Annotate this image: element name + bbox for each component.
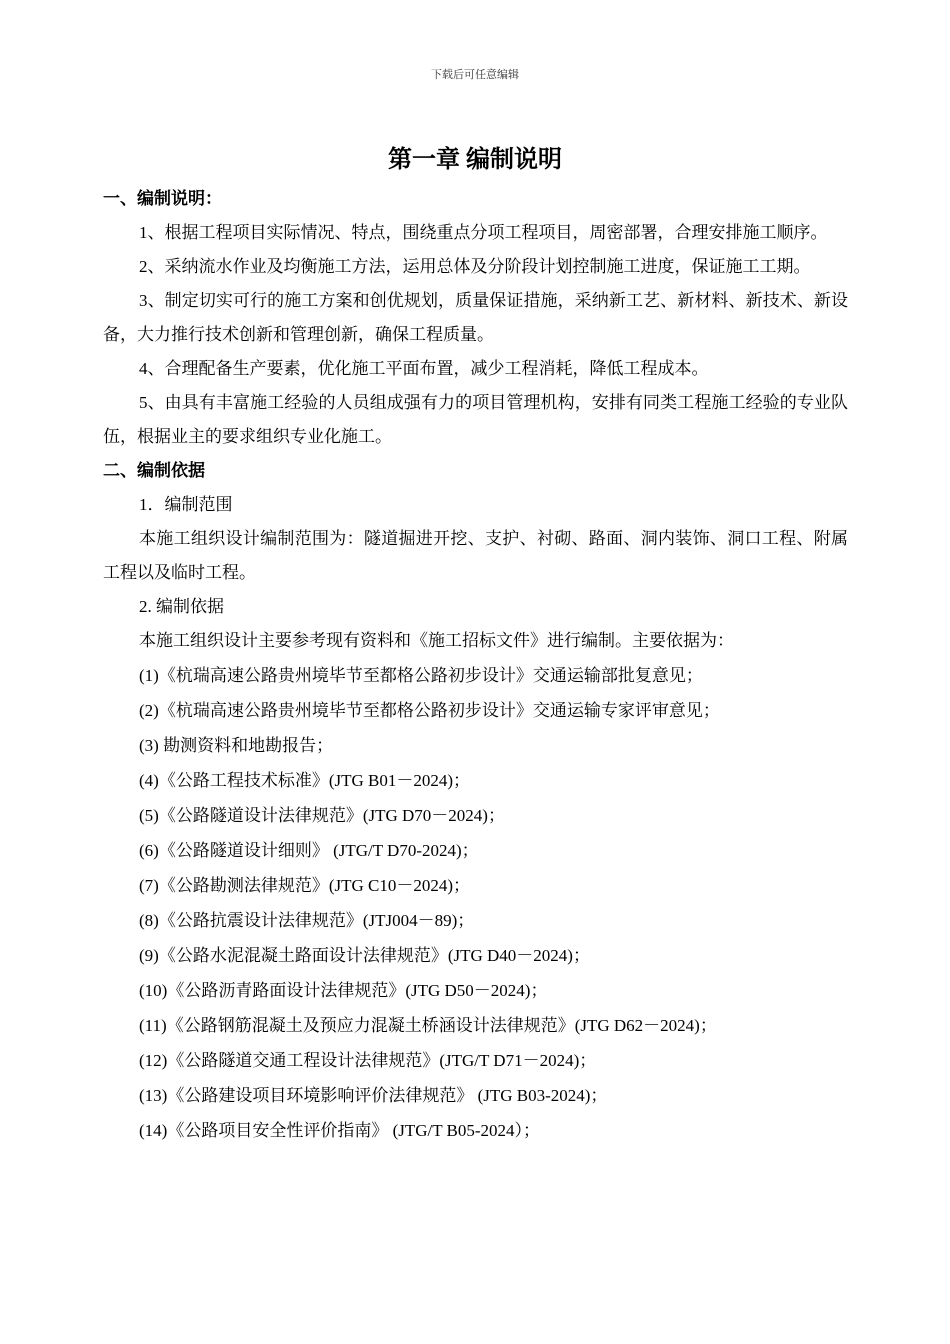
list-item: (14)《公路项目安全性评价指南》 (JTG/T B05-2024）； xyxy=(139,1121,541,1140)
section-heading-compilation-notes: 一、编制说明： xyxy=(103,189,222,208)
list-item: (1)《杭瑞高速公路贵州境毕节至都格公路初步设计》交通运输部批复意见； xyxy=(139,666,703,685)
list-item: (10)《公路沥青路面设计法律规范》(JTG D50－2024)； xyxy=(139,981,548,1000)
subsection-label-scope: 1．编制范围 xyxy=(139,495,233,514)
chapter-title: 第一章 编制说明 xyxy=(388,147,562,173)
subsection-label-basis: 2. 编制依据 xyxy=(139,597,224,616)
list-item: (3) 勘测资料和地勘报告； xyxy=(139,736,334,755)
list-item: (7)《公路勘测法律规范》(JTG C10－2024)； xyxy=(139,876,471,895)
section-heading-compilation-basis: 二、编制依据 xyxy=(103,461,205,480)
list-item: (4)《公路工程技术标准》(JTG B01－2024)； xyxy=(139,771,471,790)
paragraph: 4、合理配备生产要素，优化施工平面布置，减少工程消耗，降低工程成本。 xyxy=(139,359,709,378)
list-item: (2)《杭瑞高速公路贵州境毕节至都格公路初步设计》交通运输专家评审意见； xyxy=(139,701,720,720)
list-item: (9)《公路水泥混凝土路面设计法律规范》(JTG D40－2024)； xyxy=(139,946,590,965)
paragraph: 本施工组织设计编制范围为：隧道掘进开挖、支护、衬砌、路面、洞内装饰、洞口工程、附属工程以及临时工程。 xyxy=(103,529,848,582)
paragraph: 3、制定切实可行的施工方案和创优规划，质量保证措施，采纳新工艺、新材料、新技术、新设备，大力推行技术创新和管理创新，确保工程质量。 xyxy=(103,291,848,344)
paragraph: 1、根据工程项目实际情况、特点，围绕重点分项工程项目，周密部署，合理安排施工顺序。 xyxy=(139,223,828,242)
paragraph: 本施工组织设计主要参考现有资料和《施工招标文件》进行编制。主要依据为： xyxy=(139,631,734,650)
document-body xyxy=(103,182,848,1148)
list-item: (11)《公路钢筋混凝土及预应力混凝土桥涵设计法律规范》(JTG D62－2024)； xyxy=(139,1016,717,1035)
list-item: (13)《公路建设项目环境影响评价法律规范》 (JTG B03-2024)； xyxy=(139,1086,608,1105)
paragraph: 5、由具有丰富施工经验的人员组成强有力的项目管理机构，安排有同类工程施工经验的专业队伍，根据业主的要求组织专业化施工。 xyxy=(103,393,848,446)
paragraph: 2、采纳流水作业及均衡施工方法，运用总体及分阶段计划控制施工进度，保证施工工期。 xyxy=(139,257,811,276)
list-item: (6)《公路隧道设计细则》 (JTG/T D70-2024)； xyxy=(139,841,479,860)
page-header-note: 下载后可任意编辑 xyxy=(431,69,519,81)
list-item: (8)《公路抗震设计法律规范》(JTJ004－89)； xyxy=(139,911,475,930)
list-item: (5)《公路隧道设计法律规范》(JTG D70－2024)； xyxy=(139,806,505,825)
list-item: (12)《公路隧道交通工程设计法律规范》(JTG/T D71－2024)； xyxy=(139,1051,597,1070)
